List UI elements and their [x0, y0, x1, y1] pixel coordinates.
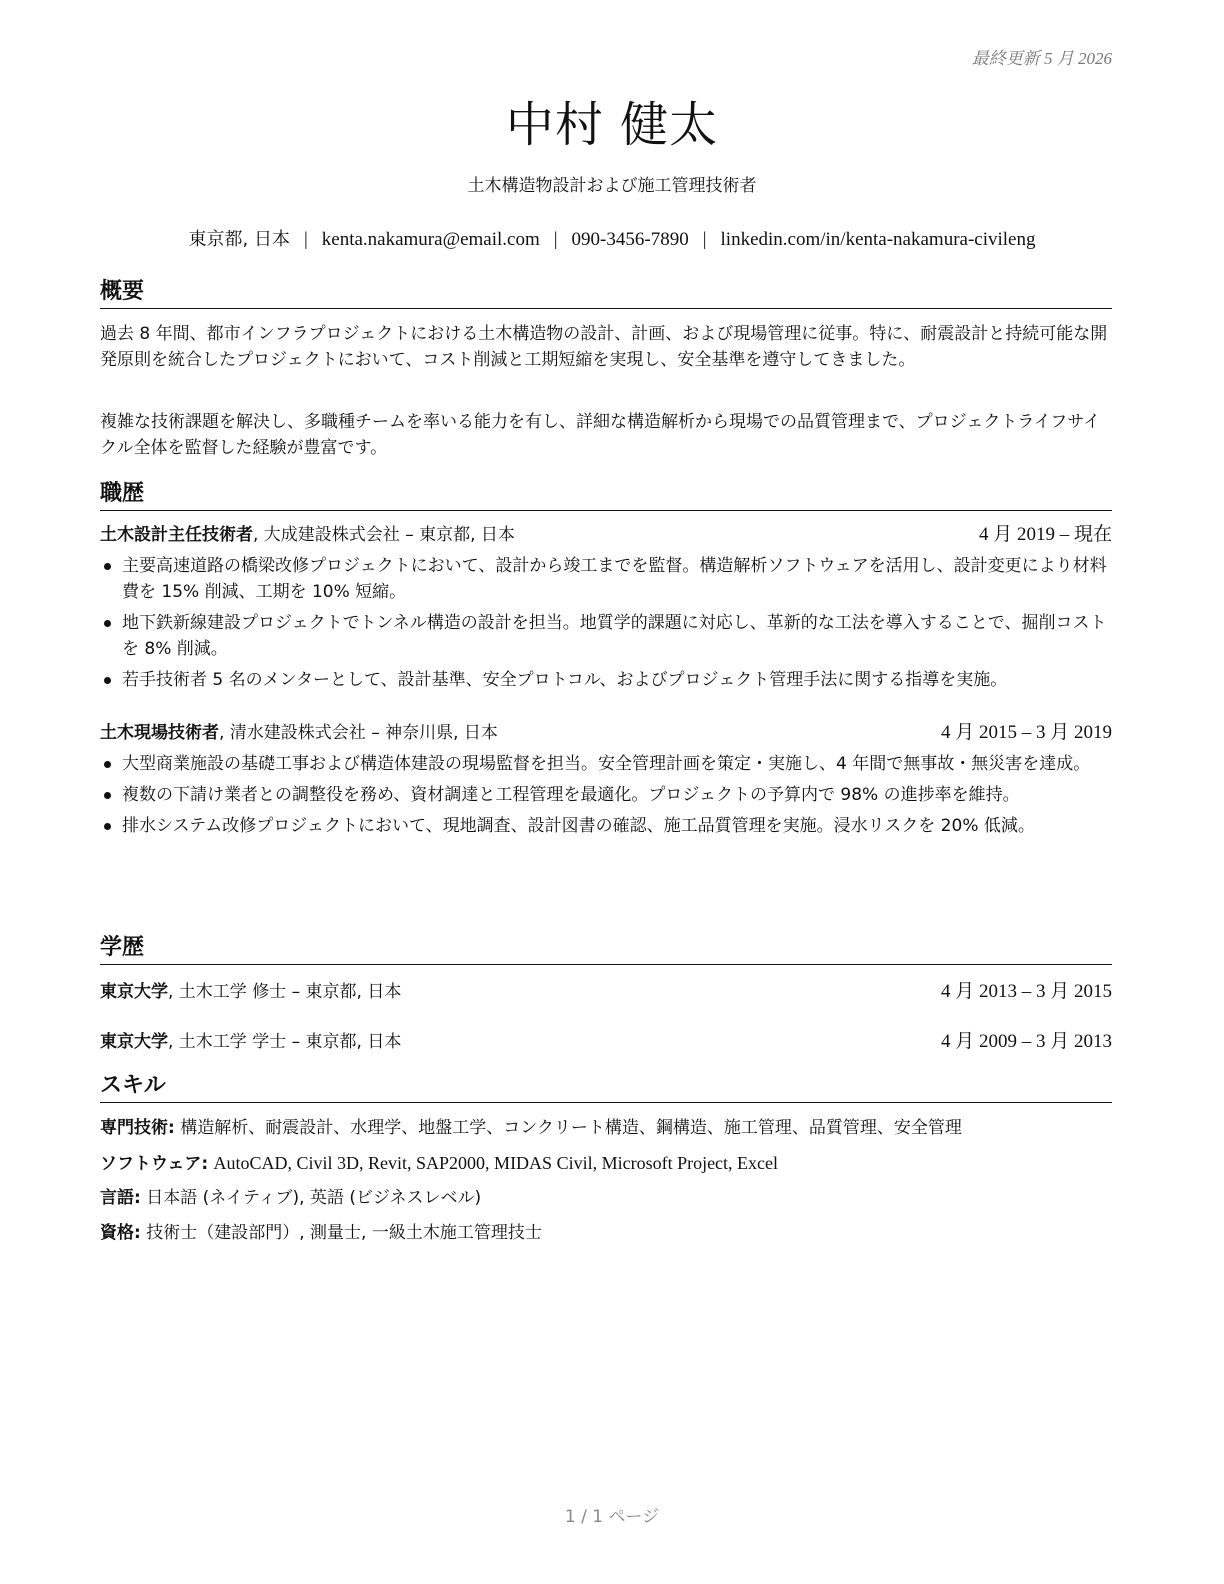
job-bullet: 主要高速道路の橋梁改修プロジェクトにおいて、設計から竣工までを監督。構造解析ソフトウェアを活用し、設計変更により材料費を 15% 削減、工期を 10% 短縮。	[100, 553, 1114, 605]
job-title-line	[100, 720, 498, 746]
job-role: 土木設計主任技術者	[100, 525, 253, 545]
skill-line	[100, 1150, 1114, 1177]
job-company-location: , 大成建設株式会社 – 東京都, 日本	[253, 525, 515, 545]
job-bullet: 排水システム改修プロジェクトにおいて、現地調査、設計図書の確認、施工品質管理を実施。浸水リスクを 20% 低減。	[100, 813, 1114, 839]
education-degree-location: , 土木工学 学士 – 東京都, 日本	[168, 1032, 402, 1052]
page-number: 1 / 1 ページ	[564, 1507, 660, 1527]
education-school: 東京大学	[100, 982, 168, 1002]
contact-separator: |	[702, 229, 707, 250]
contact-location: 東京都, 日本	[188, 229, 290, 250]
skill-label: 専門技術:	[100, 1118, 175, 1138]
section-title-experience: 職歴	[100, 480, 1112, 511]
job-company-location: , 清水建設株式会社 – 神奈川県, 日本	[219, 723, 498, 743]
job-bullet: 若手技術者 5 名のメンターとして、設計基準、安全プロトコル、およびプロジェクト管理手法に関する指導を実施。	[100, 667, 1114, 693]
job-bullet: 複数の下請け業者との調整役を務め、資材調達と工程管理を最適化。プロジェクトの予算内で 98% の進捗率を維持。	[100, 782, 1114, 808]
skill-value: 日本語 (ネイティブ), 英語 (ビジネスレベル)	[146, 1188, 482, 1208]
job-dates: 4 月 2015 – 3 月 2019	[940, 722, 1112, 743]
education-dates: 4 月 2013 – 3 月 2015	[940, 981, 1112, 1002]
job-role: 土木現場技術者	[100, 723, 219, 743]
contact-phone: 090-3456-7890	[571, 229, 689, 250]
education-school: 東京大学	[100, 1032, 168, 1052]
education-title-line	[100, 979, 401, 1005]
job-bullet-list	[100, 751, 1114, 844]
contact-line	[0, 225, 1224, 251]
contact-separator: |	[553, 229, 558, 250]
education-dates: 4 月 2009 – 3 月 2013	[940, 1031, 1112, 1052]
job-title-line	[100, 522, 515, 548]
summary-paragraph: 過去 8 年間、都市インフラプロジェクトにおける土木構造物の設計、計画、および現場管理に従事。特に、耐震設計と持続可能な開発原則を統合したプロジェクトにおいて、コスト削減と工期短縮を実現し、安全基準を遵守してきました。	[100, 324, 1108, 370]
job-bullet: 地下鉄新線建設プロジェクトでトンネル構造の設計を担当。地質学的課題に対応し、革新的な工法を導入することで、掘削コストを 8% 削減。	[100, 610, 1114, 662]
contact-separator: |	[303, 229, 308, 250]
section-title-skills: スキル	[100, 1072, 1112, 1103]
skill-line	[100, 1115, 1114, 1141]
education-degree-location: , 土木工学 修士 – 東京都, 日本	[168, 982, 402, 1002]
professional-headline: 土木構造物設計および施工管理技術者	[467, 176, 757, 196]
education-title-line	[100, 1029, 401, 1055]
skill-value: 構造解析、耐震設計、水理学、地盤工学、コンクリート構造、鋼構造、施工管理、品質管理、安全管理	[180, 1118, 962, 1138]
candidate-name: 中村 健太	[505, 97, 719, 153]
education-entry	[100, 1029, 1112, 1055]
contact-linkedin-link[interactable]: linkedin.com/in/kenta-nakamura-civileng	[720, 229, 1036, 250]
skill-line	[100, 1220, 1114, 1246]
summary-paragraph: 複雑な技術課題を解決し、多職種チームを率いる能力を有し、詳細な構造解析から現場での品質管理まで、プロジェクトライフサイクル全体を監督した経験が豊富です。	[100, 412, 1101, 458]
skill-line	[100, 1185, 1114, 1211]
skill-value: 技術士（建設部門）, 測量士, 一級土木施工管理技士	[146, 1223, 542, 1243]
job-dates: 4 月 2019 – 現在	[978, 524, 1112, 545]
skill-label: ソフトウェア:	[100, 1154, 209, 1174]
education-entry	[100, 979, 1112, 1005]
section-title-education: 学歴	[100, 934, 1112, 965]
job-bullet-list	[100, 553, 1114, 698]
contact-email-link[interactable]: kenta.nakamura@email.com	[321, 229, 540, 250]
skill-label: 資格:	[100, 1223, 141, 1243]
skill-label: 言語:	[100, 1188, 141, 1208]
section-title-summary: 概要	[100, 278, 1112, 309]
job-bullet: 大型商業施設の基礎工事および構造体建設の現場監督を担当。安全管理計画を策定・実施し、4 年間で無事故・無災害を達成。	[100, 751, 1114, 777]
job-heading	[100, 720, 1112, 746]
skill-value: AutoCAD, Civil 3D, Revit, SAP2000, MIDAS Civil, Microsoft Project, Excel	[213, 1153, 779, 1173]
last-updated-date: 最終更新 5 月 2026	[971, 49, 1112, 68]
job-heading	[100, 522, 1112, 548]
